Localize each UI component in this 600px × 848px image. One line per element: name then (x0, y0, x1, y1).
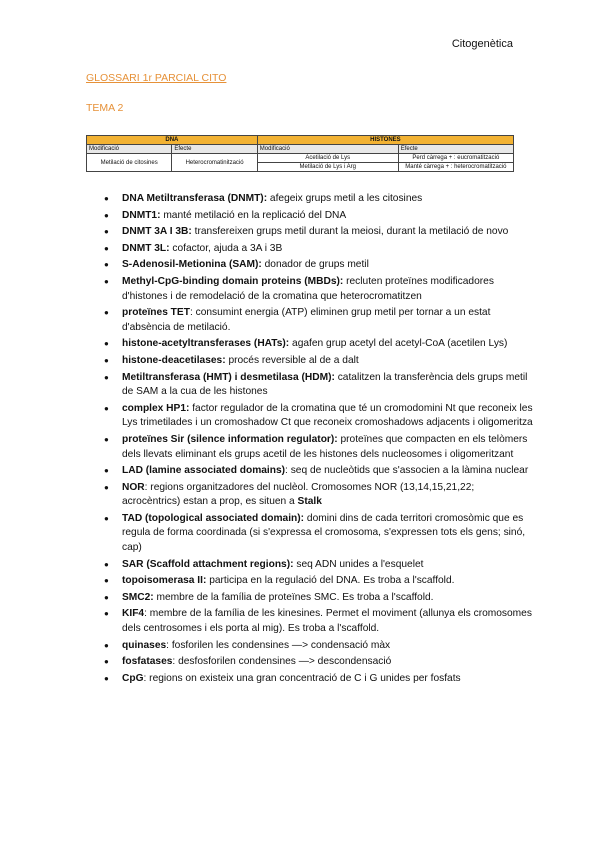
glossary-item (122, 275, 534, 304)
glossary-item (122, 402, 534, 431)
table-cell: Metilació de Lys i Arg (257, 163, 398, 172)
glossary-definition: seq ADN unides a l'esquelet (293, 558, 424, 570)
glossary-term: proteïnes Sir (silence information regulator): (122, 433, 338, 445)
glossary-definition: participa en la regulació del DNA. Es troba a l'scaffold. (206, 575, 455, 587)
glossary-item (122, 209, 534, 224)
glossary-term: histone-deacetilases: (122, 354, 226, 366)
glossary-term: DNMT 3L: (122, 242, 170, 254)
table-header-dna: DNA (87, 136, 258, 145)
glossary-term: LAD (lamine associated domains) (122, 465, 286, 477)
glossary-definition: afegeix grups metil a les citosines (267, 193, 423, 204)
glossary-term: S-Adenosil-Metionina (SAM): (122, 259, 262, 271)
glossary-definition: : seq de nucleòtids que s'associen a la làmina nuclear (285, 465, 529, 477)
glossary-item (122, 672, 534, 687)
glossary-definition: recluten proteïnes modificadores d'histones i de remodelació de la cromatina que heterocromatitzen (122, 275, 494, 302)
glossary-item (122, 354, 534, 369)
glossary-definition: agafen grup acetyl del acetyl-CoA (acetilen Lys) (289, 338, 508, 350)
glossary-definition: transfereixen grups metil durant la meiosi, durant la metilació de novo (191, 226, 509, 238)
glossary-term: complex HP1: (122, 402, 190, 414)
table-subheader: Modificació (257, 145, 398, 154)
glossary-definition: procés reversible al de a dalt (225, 354, 359, 366)
glossary-definition: cofactor, ajuda a 3A i 3B (169, 242, 283, 254)
section-heading: TEMA 2 (86, 102, 124, 114)
glossary-definition: donador de grups metil (261, 259, 369, 271)
glossary-item (122, 558, 534, 573)
glossary-term: CpG (122, 672, 144, 684)
glossary-term: histone-acetyltransferases (HATs): (122, 338, 290, 350)
glossary-definition: manté metilació en la replicació del DNA (160, 209, 347, 221)
table-subheader: Efecte (398, 145, 513, 154)
glossary-item (122, 433, 534, 462)
glossary-term: NOR (122, 481, 145, 493)
epigenetic-modifications-table (86, 135, 514, 172)
table-subheader: Efecte (172, 145, 257, 154)
glossary-item (122, 225, 534, 240)
table-header-histones: HISTONES (257, 136, 513, 145)
glossary-term: SMC2: (122, 591, 154, 603)
document-header-subject: Citogenètica (451, 38, 513, 50)
glossary-item (122, 607, 534, 636)
glossary-term: TAD (topological associated domain): (122, 512, 305, 524)
table-cell: Metilació de citosines (87, 154, 172, 172)
glossary-term: proteïnes TET (122, 307, 190, 319)
glossary-emphasis: Stalk (297, 496, 322, 508)
glossary-item (122, 337, 534, 352)
table-cell: Perd càrrega + : eucromatització (398, 154, 513, 163)
glossary-item (122, 591, 534, 606)
glossary-term: fosfatases (122, 656, 173, 668)
glossary-item (122, 639, 534, 654)
glossary-term: quinases (122, 639, 167, 651)
table-cell: Acetilació de Lys (257, 154, 398, 163)
glossary-item (122, 464, 534, 479)
glossary-definition: : regions organitzadores del nuclèol. Cromosomes NOR (13,14,15,21,22; acrocèntrics) estan a prop, es situen a (122, 481, 475, 508)
glossary-term: SAR (Scaffold attachment regions): (122, 558, 294, 570)
glossary-term: DNMT1: (122, 209, 161, 221)
glossary-term: topoisomerasa II: (122, 575, 207, 587)
glossary-definition: catalitzen la transferència dels grups metil de SAM a la cua de les histones (122, 371, 528, 398)
table-subheader: Modificació (87, 145, 172, 154)
glossary-definition: : regions on existeix una gran concentració de C i G unides per fosfats (143, 672, 461, 684)
glossary-item (122, 574, 534, 589)
glossary-term: Methyl-CpG-binding domain proteins (MBDs): (122, 275, 344, 287)
glossary-term: KIF4 (122, 608, 145, 620)
glossary-item (122, 242, 534, 257)
glossary-definition: : desfosforilen condensines —> descondensació (172, 656, 392, 668)
glossary-definition: proteïnes que compacten en els telòmers dels llevats eliminant els grups acetil de les histones dels nucleosomes i oligomeritzant (122, 433, 528, 460)
glossary-list (104, 192, 534, 688)
glossary-item (122, 192, 534, 207)
glossary-item (122, 481, 534, 510)
glossary-item (122, 306, 534, 335)
glossary-definition: factor regulador de la cromatina que té un cromodomini Nt que reconeix les Lys trimetilades i un cromoshadow Ct que reconeix cromoshadows adjacents i oligomeritza (122, 402, 533, 429)
glossary-definition: : membre de la família de les kinesines. Permet el moviment (allunya els cromosomes dels centrosomes i els porta al mig). Es troba a l'scaffold. (122, 608, 532, 635)
glossary-item (122, 512, 534, 556)
glossary-definition: : fosforilen les condensines —> condensació màx (166, 639, 391, 651)
glossary-term: DNA Metiltransferasa (DNMT): (122, 193, 268, 204)
glossary-item (122, 655, 534, 670)
glossary-definition: membre de la família de proteïnes SMC. Es troba a l'scaffold. (153, 591, 434, 603)
glossary-item (122, 258, 534, 273)
glossary-definition: : consumint energia (ATP) eliminen grup metil per tornar a un estat d'absència de metilació. (122, 307, 491, 333)
glossary-definition: domini dins de cada territori cromosòmic que es regula de forma coordinada (si s'expressa el cromosoma, s'expressen tots els gens; sinó, cap) (122, 512, 526, 554)
glossary-item (122, 371, 534, 400)
table-cell: Manté càrrega + : heterocromatització (398, 163, 513, 172)
glossary-term: Metiltransferasa (HMT) i desmetilasa (HDM): (122, 371, 335, 383)
document-title: GLOSSARI 1r PARCIAL CITO (86, 72, 227, 84)
glossary-term: DNMT 3A I 3B: (122, 226, 192, 238)
table-cell: Heterocromatinització (172, 154, 257, 172)
